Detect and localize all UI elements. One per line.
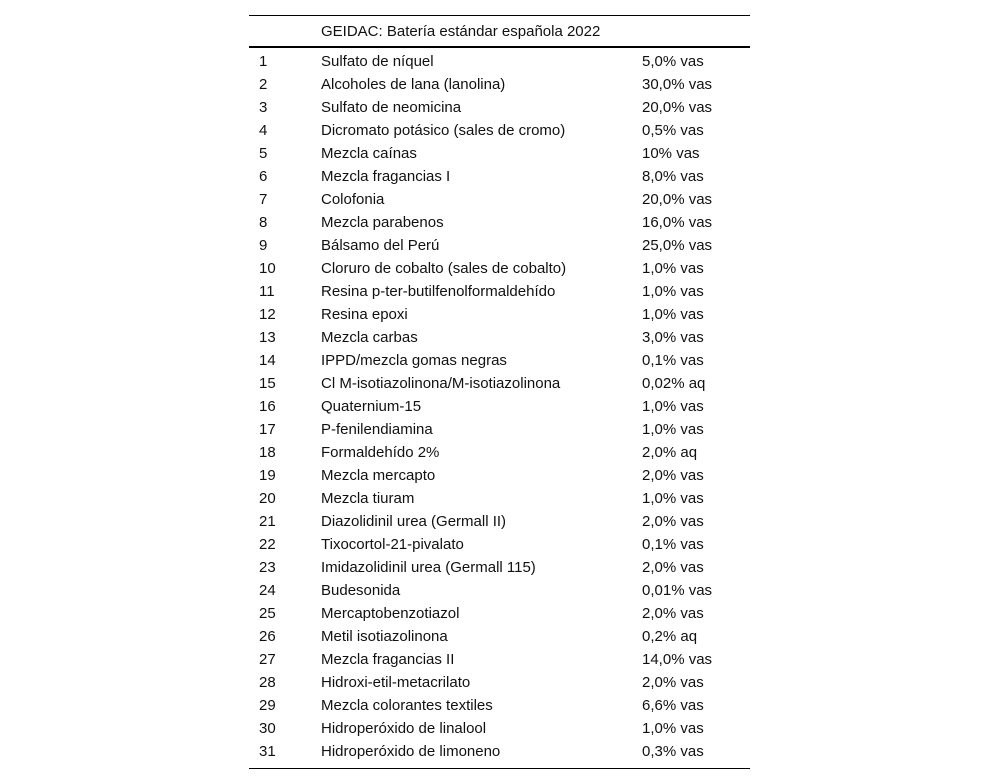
row-number: 5 xyxy=(259,145,268,162)
table-row xyxy=(249,303,750,326)
allergen-concentration: 0,01% vas xyxy=(642,582,713,599)
allergen-name: Hidroperóxido de linalool xyxy=(321,720,487,737)
allergen-name: Mezcla caínas xyxy=(321,145,417,162)
allergen-concentration: 16,0% vas xyxy=(642,214,713,231)
table-row xyxy=(249,418,750,441)
allergen-concentration: 1,0% vas xyxy=(642,260,704,277)
row-number: 9 xyxy=(259,237,268,254)
allergen-concentration: 25,0% vas xyxy=(642,237,713,254)
row-number: 24 xyxy=(259,582,276,599)
row-number: 11 xyxy=(259,283,275,300)
table-row xyxy=(249,395,750,418)
row-number: 10 xyxy=(259,260,276,277)
allergen-concentration: 1,0% vas xyxy=(642,398,704,415)
allergen-name: Resina p-ter-butilfenolformaldehído xyxy=(321,283,556,300)
row-number: 19 xyxy=(259,467,276,484)
table-row xyxy=(249,487,750,510)
allergen-concentration: 0,02% aq xyxy=(642,375,706,392)
row-number: 16 xyxy=(259,398,276,415)
allergen-name: Mezcla fragancias I xyxy=(321,168,451,185)
allergen-name: Colofonia xyxy=(321,191,385,208)
table-row xyxy=(249,602,750,625)
allergen-name: Resina epoxi xyxy=(321,306,408,323)
allergen-concentration: 0,2% aq xyxy=(642,628,698,645)
allergen-name: Hidroxi-etil-metacrilato xyxy=(321,674,471,691)
allergen-concentration: 1,0% vas xyxy=(642,490,704,507)
allergen-name: Sulfato de níquel xyxy=(321,53,434,70)
allergen-name: Hidroperóxido de limoneno xyxy=(321,740,642,769)
row-number: 30 xyxy=(259,720,276,737)
row-number: 3 xyxy=(259,99,268,116)
allergen-name: Mezcla fragancias II xyxy=(321,651,455,668)
table-row xyxy=(249,280,750,303)
table-row xyxy=(249,464,750,487)
allergen-concentration: 6,6% vas xyxy=(642,697,704,714)
allergen-concentration: 3,0% vas xyxy=(642,329,704,346)
allergen-name: Tixocortol-21-pivalato xyxy=(321,536,464,553)
allergen-concentration: 14,0% vas xyxy=(642,651,713,668)
table-row xyxy=(249,119,750,142)
allergen-concentration: 2,0% vas xyxy=(642,513,704,530)
allergen-name: Mezcla tiuram xyxy=(321,490,415,507)
row-number: 6 xyxy=(259,168,268,185)
table-row xyxy=(249,694,750,717)
allergen-concentration: 1,0% vas xyxy=(642,421,704,438)
header-concentration xyxy=(642,16,750,48)
allergen-name: Sulfato de neomicina xyxy=(321,99,462,116)
table-row xyxy=(249,671,750,694)
table-row xyxy=(249,533,750,556)
allergen-name: P-fenilendiamina xyxy=(321,421,433,438)
row-number: 7 xyxy=(259,191,268,208)
table-row xyxy=(249,441,750,464)
allergen-concentration: 1,0% vas xyxy=(642,720,704,737)
table-row xyxy=(249,96,750,119)
table-header xyxy=(249,16,750,48)
table-title: GEIDAC: Batería estándar española 2022 xyxy=(321,16,642,48)
allergen-name: Mezcla colorantes textiles xyxy=(321,697,493,714)
table-row xyxy=(249,740,750,769)
allergen-table xyxy=(249,15,750,769)
allergen-concentration: 0,5% vas xyxy=(642,122,704,139)
allergen-name: Formaldehído 2% xyxy=(321,444,440,461)
row-number: 26 xyxy=(259,628,276,645)
allergen-concentration: 2,0% vas xyxy=(642,605,704,622)
table-row xyxy=(249,211,750,234)
allergen-concentration: 1,0% vas xyxy=(642,283,704,300)
row-number: 20 xyxy=(259,490,276,507)
row-number: 12 xyxy=(259,306,276,323)
allergen-name: IPPD/mezcla gomas negras xyxy=(321,352,507,369)
table-row xyxy=(249,372,750,395)
table-row xyxy=(249,625,750,648)
allergen-concentration: 2,0% vas xyxy=(642,467,704,484)
allergen-concentration: 2,0% aq xyxy=(642,444,698,461)
allergen-name: Cl M-isotiazolinona/M-isotiazolinona xyxy=(321,375,561,392)
row-number: 2 xyxy=(259,76,268,93)
allergen-name: Cloruro de cobalto (sales de cobalto) xyxy=(321,260,567,277)
table-row xyxy=(249,257,750,280)
row-number: 13 xyxy=(259,329,276,346)
table-row xyxy=(249,579,750,602)
row-number: 22 xyxy=(259,536,276,553)
allergen-concentration: 30,0% vas xyxy=(642,76,713,93)
allergen-name: Mezcla parabenos xyxy=(321,214,444,231)
table-row xyxy=(249,142,750,165)
table-row xyxy=(249,326,750,349)
row-number: 21 xyxy=(259,513,276,530)
allergen-name: Mezcla carbas xyxy=(321,329,418,346)
table-row xyxy=(249,349,750,372)
row-number: 27 xyxy=(259,651,276,668)
row-number: 18 xyxy=(259,444,276,461)
row-number: 4 xyxy=(259,122,268,139)
table-row xyxy=(249,510,750,533)
allergen-concentration: 2,0% vas xyxy=(642,674,704,691)
allergen-concentration: 20,0% vas xyxy=(642,191,713,208)
allergen-name: Budesonida xyxy=(321,582,401,599)
allergen-name: Imidazolidinil urea (Germall 115) xyxy=(321,559,536,576)
row-number: 1 xyxy=(259,53,268,70)
row-number: 8 xyxy=(259,214,268,231)
allergen-name: Alcoholes de lana (lanolina) xyxy=(321,76,506,93)
row-number: 23 xyxy=(259,559,276,576)
allergen-concentration: 20,0% vas xyxy=(642,99,713,116)
row-number: 28 xyxy=(259,674,276,691)
table-row xyxy=(249,165,750,188)
table-row xyxy=(249,73,750,96)
row-number: 15 xyxy=(259,375,276,392)
row-number: 31 xyxy=(249,740,321,769)
allergen-name: Mezcla mercapto xyxy=(321,467,436,484)
row-number: 14 xyxy=(259,352,276,369)
table-row xyxy=(249,47,750,73)
table-row xyxy=(249,234,750,257)
allergen-name: Dicromato potásico (sales de cromo) xyxy=(321,122,566,139)
table-row xyxy=(249,648,750,671)
allergen-name: Bálsamo del Perú xyxy=(321,237,440,254)
table-body xyxy=(249,47,750,769)
allergen-concentration: 1,0% vas xyxy=(642,306,704,323)
allergen-name: Mercaptobenzotiazol xyxy=(321,605,460,622)
table-row xyxy=(249,717,750,740)
table-row xyxy=(249,556,750,579)
allergen-concentration: 8,0% vas xyxy=(642,168,704,185)
allergen-concentration: 2,0% vas xyxy=(642,559,704,576)
allergen-name: Metil isotiazolinona xyxy=(321,628,448,645)
header-row xyxy=(249,16,750,48)
allergen-concentration: 10% vas xyxy=(642,145,700,162)
header-number xyxy=(249,16,321,48)
allergen-table-container xyxy=(249,15,750,769)
row-number: 17 xyxy=(259,421,276,438)
allergen-concentration: 0,1% vas xyxy=(642,352,704,369)
allergen-name: Quaternium-15 xyxy=(321,398,422,415)
table-row xyxy=(249,188,750,211)
row-number: 29 xyxy=(259,697,276,714)
allergen-concentration: 5,0% vas xyxy=(642,53,704,70)
allergen-concentration: 0,3% vas xyxy=(642,740,750,769)
allergen-name: Diazolidinil urea (Germall II) xyxy=(321,513,507,530)
row-number: 25 xyxy=(259,605,276,622)
allergen-concentration: 0,1% vas xyxy=(642,536,704,553)
